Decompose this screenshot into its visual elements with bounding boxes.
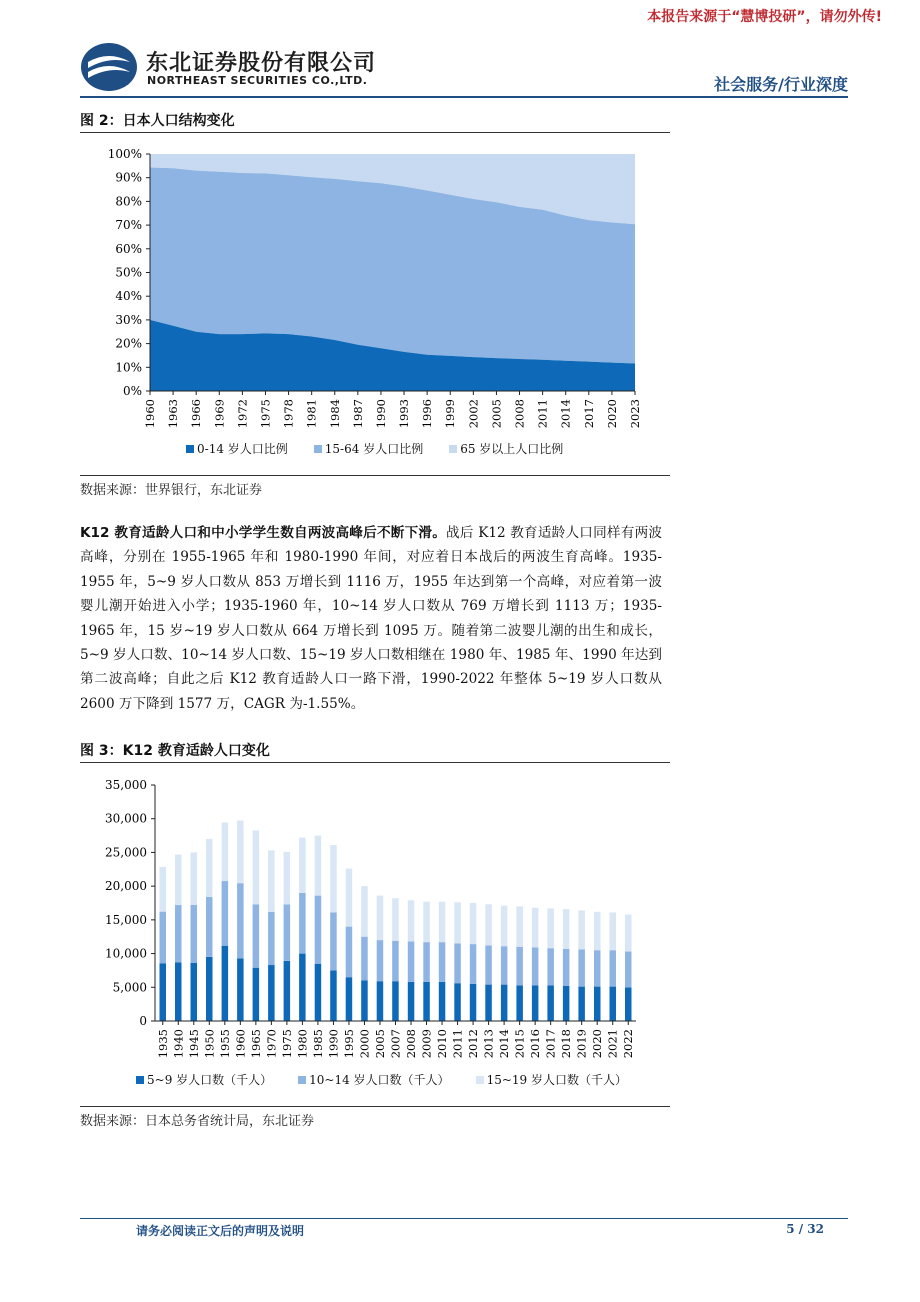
bar-segment-1: [175, 962, 182, 1021]
bar-segment-2: [175, 905, 182, 962]
bar-segment-3: [346, 869, 353, 927]
legend-item-10-14: [298, 1071, 449, 1088]
y-tick-label: 60%: [115, 241, 142, 256]
legend-swatch-icon: [298, 1076, 306, 1084]
bar-segment-3: [206, 839, 213, 897]
x-tick-label: 1955: [217, 1029, 232, 1059]
bar-segment-2: [470, 944, 477, 984]
x-tick-label: 2005: [372, 1029, 387, 1059]
bar-segment-3: [160, 867, 167, 912]
x-tick-label: 1972: [235, 399, 250, 429]
bar-segment-1: [206, 957, 213, 1021]
bar-segment-2: [160, 912, 167, 964]
bar-segment-2: [191, 905, 198, 963]
legend-swatch-icon: [136, 1076, 144, 1084]
legend-label: 15-64 岁人口比例: [324, 442, 424, 456]
bar-segment-3: [191, 852, 198, 905]
x-tick-label: 2011: [535, 399, 550, 429]
y-tick-label: 40%: [115, 289, 142, 304]
bar-segment-2: [253, 904, 260, 967]
x-tick-label: 2014: [497, 1029, 512, 1059]
x-tick-label: 2017: [581, 399, 596, 429]
bar-segment-3: [175, 855, 182, 906]
figure-3-source: 数据来源：日本总务省统计局，东北证券: [80, 1114, 315, 1129]
bar-segment-3: [594, 912, 601, 950]
x-tick-label: 1963: [166, 399, 181, 429]
bar-segment-2: [330, 912, 337, 970]
x-tick-label: 1950: [202, 1029, 217, 1059]
bar-segment-3: [299, 838, 306, 893]
legend-label: 5~9 岁人口数（千人）: [147, 1073, 273, 1087]
y-tick-label: 0: [139, 1014, 147, 1028]
x-tick-label: 1965: [248, 1029, 263, 1059]
bar-segment-3: [485, 904, 492, 945]
bar-segment-1: [516, 985, 523, 1021]
y-tick-label: 5,000: [112, 980, 147, 995]
bar-segment-1: [237, 958, 244, 1021]
bar-segment-1: [346, 977, 353, 1021]
bar-segment-1: [547, 985, 554, 1021]
bar-segment-2: [594, 950, 601, 986]
x-tick-label: 1970: [264, 1029, 279, 1059]
x-tick-label: 2013: [481, 1029, 496, 1059]
bar-segment-2: [408, 941, 415, 982]
x-tick-label: 2002: [466, 399, 481, 429]
bar-segment-1: [594, 987, 601, 1021]
x-tick-label: 2000: [357, 1029, 372, 1059]
bar-segment-1: [330, 970, 337, 1021]
x-tick-label: 1999: [443, 399, 458, 429]
legend-swatch-icon: [449, 445, 457, 453]
bar-segment-1: [268, 965, 275, 1021]
x-tick-label: 2005: [489, 399, 504, 429]
legend-swatch-icon: [476, 1076, 484, 1084]
bar-segment-1: [253, 968, 260, 1021]
y-tick-label: 100%: [107, 147, 142, 161]
x-tick-label: 1984: [327, 399, 342, 429]
x-tick-label: 1940: [171, 1029, 186, 1059]
x-tick-label: 1981: [304, 399, 319, 429]
report-watermark: 本报告来源于“慧博投研”，请勿外传!: [647, 9, 882, 25]
y-tick-label: 10%: [115, 360, 142, 375]
bar-segment-1: [470, 984, 477, 1021]
bar-segment-2: [392, 941, 399, 982]
bar-segment-2: [268, 912, 275, 965]
bar-segment-3: [610, 912, 617, 950]
x-tick-label: 2020: [590, 1029, 605, 1059]
header-divider: [80, 96, 848, 98]
bar-segment-2: [423, 942, 430, 982]
bar-segment-2: [547, 948, 554, 985]
bar-segment-1: [439, 982, 446, 1021]
x-tick-label: 1960: [233, 1029, 248, 1059]
figure-3-bottom-rule: [80, 1106, 670, 1107]
legend-swatch-icon: [186, 445, 194, 453]
bar-segment-2: [578, 950, 585, 987]
y-tick-label: 30,000: [105, 811, 147, 826]
bar-segment-3: [361, 886, 368, 937]
bar-segment-2: [361, 937, 368, 981]
y-tick-label: 50%: [115, 265, 142, 280]
bar-segment-1: [191, 963, 198, 1021]
bar-segment-2: [346, 927, 353, 978]
bar-segment-2: [377, 940, 384, 981]
bar-segment-2: [299, 893, 306, 954]
bar-segment-2: [222, 881, 229, 946]
bar-segment-3: [253, 831, 260, 905]
x-tick-label: 2017: [543, 1029, 558, 1059]
paragraph-text: 战后 K12 教育适龄人口同样有两波高峰，分别在 1955-1965 年和 1980-1990 年间，对应着日本战后的两波生育高峰。1935-1955 年，5~9 岁人口数从 853 万增长到 1116 万，1955 年达到第一个高峰，对应着第一波婴儿潮开始进入小学；1935-1960 年，10~14 岁人口数从 769 万增长到 1113 万；1935-1965 年，15 岁~19 岁人口数从 664 万增长到 1095 万。随着第二波婴儿潮的出生和成长，5~9 岁人口数、10~14 岁人口数、15~19 岁人口数相继在 1980 年、1985 年、1990 年达到第二波高峰；自此之后 K12 教育适龄人口一路下滑，1990-2022 年整体 5~19 岁人口数从 2600 万下降到 1577 万，CAGR 为-1.55%。: [80, 525, 662, 712]
industry-label: 社会服务/行业深度: [714, 75, 848, 94]
paragraph-lead: K12 教育适龄人口和中小学学生数自两波高峰后不断下滑。: [80, 525, 447, 541]
x-tick-label: 1995: [341, 1029, 356, 1059]
figure-3-top-rule: [80, 762, 670, 763]
bar-segment-3: [532, 908, 539, 948]
bar-segment-1: [423, 982, 430, 1021]
bar-segment-3: [268, 850, 275, 911]
bar-segment-1: [485, 985, 492, 1021]
figure-2-legend: [186, 440, 563, 457]
footer-divider: [80, 1218, 848, 1219]
x-tick-label: 1990: [326, 1029, 341, 1059]
x-tick-label: 2010: [435, 1029, 450, 1059]
company-name-en: NORTHEAST SECURITIES CO.,LTD.: [147, 74, 368, 87]
bar-segment-3: [439, 902, 446, 943]
bar-segment-1: [563, 986, 570, 1021]
bar-segment-2: [501, 946, 508, 984]
x-tick-label: 1987: [350, 399, 365, 429]
bar-segment-1: [501, 985, 508, 1021]
bar-segment-1: [377, 981, 384, 1021]
x-tick-label: 1966: [189, 399, 204, 429]
x-tick-label: 2012: [466, 1029, 481, 1059]
legend-item-65plus: [449, 440, 563, 457]
x-tick-label: 1978: [281, 399, 296, 429]
x-tick-label: 1993: [397, 399, 412, 429]
x-tick-label: 1960: [143, 399, 157, 429]
bar-segment-3: [454, 902, 461, 943]
x-tick-label: 1969: [212, 399, 227, 429]
k12-population-chart: [80, 770, 670, 1066]
figure-3-title: 图 3：K12 教育适龄人口变化: [80, 743, 270, 759]
y-tick-label: 20,000: [105, 879, 147, 894]
legend-item-15-19: [476, 1071, 627, 1088]
bar-segment-2: [563, 949, 570, 986]
footer-disclaimer: 请务必阅读正文后的声明及说明: [136, 1224, 305, 1238]
legend-swatch-icon: [314, 445, 322, 453]
x-tick-label: 2007: [388, 1029, 403, 1059]
bar-segment-1: [392, 981, 399, 1021]
bar-segment-3: [501, 906, 508, 947]
bar-segment-1: [222, 946, 229, 1021]
x-tick-label: 1990: [373, 399, 388, 429]
y-tick-label: 25,000: [105, 845, 147, 860]
x-tick-label: 2022: [621, 1029, 636, 1059]
y-tick-label: 20%: [115, 336, 142, 351]
bar-segment-3: [625, 915, 632, 952]
legend-item-15-64: [314, 440, 423, 457]
bar-segment-2: [284, 904, 291, 961]
company-name-cn: 东北证券股份有限公司: [146, 51, 377, 76]
x-tick-label: 1985: [310, 1029, 325, 1059]
x-tick-label: 2016: [528, 1029, 543, 1059]
bar-segment-3: [392, 898, 399, 941]
bar-segment-2: [610, 950, 617, 986]
x-tick-label: 1975: [279, 1029, 294, 1059]
legend-label: 65 岁以上人口比例: [460, 442, 564, 456]
bar-segment-1: [454, 983, 461, 1021]
bar-segment-3: [330, 845, 337, 912]
figure-2-source: 数据来源：世界银行，东北证券: [80, 483, 263, 498]
bar-segment-1: [160, 964, 167, 1022]
legend-label: 15~19 岁人口数（千人）: [486, 1073, 627, 1087]
bar-segment-1: [578, 987, 585, 1021]
bar-segment-1: [532, 985, 539, 1021]
bar-segment-1: [284, 961, 291, 1021]
x-tick-label: 2018: [559, 1029, 574, 1059]
x-tick-label: 2014: [558, 399, 573, 429]
bar-segment-3: [516, 906, 523, 947]
bar-segment-3: [578, 910, 585, 949]
x-tick-label: 2008: [404, 1029, 419, 1059]
figure-2-title: 图 2：日本人口结构变化: [80, 113, 235, 129]
bar-segment-1: [625, 987, 632, 1021]
x-tick-label: 2023: [628, 399, 642, 429]
body-paragraph: [80, 521, 662, 716]
bar-segment-2: [315, 896, 322, 964]
bar-segment-3: [315, 836, 322, 896]
bar-segment-3: [408, 900, 415, 941]
bar-segment-3: [547, 908, 554, 948]
x-tick-label: 2020: [604, 399, 619, 429]
bar-segment-3: [470, 903, 477, 944]
y-tick-label: 90%: [115, 170, 142, 185]
bar-segment-3: [377, 896, 384, 941]
y-tick-label: 0%: [122, 384, 142, 398]
x-tick-label: 1935: [155, 1029, 170, 1059]
bar-segment-2: [625, 952, 632, 988]
y-tick-label: 30%: [115, 312, 142, 327]
bar-segment-1: [408, 982, 415, 1021]
population-structure-chart: [80, 140, 670, 440]
figure-3-legend: [136, 1071, 627, 1088]
bar-segment-2: [206, 897, 213, 957]
bar-segment-2: [439, 942, 446, 982]
figure-2-bottom-rule: [80, 475, 670, 476]
y-tick-label: 35,000: [105, 778, 147, 792]
legend-item-0-14: [186, 440, 288, 457]
x-tick-label: 2008: [512, 399, 527, 429]
bar-segment-2: [516, 947, 523, 985]
legend-label: 10~14 岁人口数（千人）: [309, 1073, 450, 1087]
bar-segment-3: [237, 821, 244, 884]
x-tick-label: 2009: [419, 1029, 434, 1059]
legend-item-5-9: [136, 1071, 272, 1088]
legend-label: 0-14 岁人口比例: [197, 442, 288, 456]
y-tick-label: 70%: [115, 218, 142, 233]
x-tick-label: 1996: [420, 399, 435, 429]
x-tick-label: 2019: [574, 1029, 589, 1059]
bar-segment-3: [222, 822, 229, 881]
bar-segment-2: [454, 944, 461, 984]
x-tick-label: 1945: [186, 1029, 201, 1059]
bar-segment-1: [610, 987, 617, 1021]
figure-2-top-rule: [80, 132, 670, 133]
x-tick-label: 1975: [258, 399, 273, 429]
page-number: 5 / 32: [786, 1222, 824, 1236]
bar-segment-2: [532, 948, 539, 986]
y-tick-label: 10,000: [105, 946, 147, 961]
x-tick-label: 2011: [450, 1029, 465, 1059]
bar-segment-3: [284, 852, 291, 905]
bar-segment-2: [237, 883, 244, 958]
x-tick-label: 1980: [295, 1029, 310, 1059]
bar-segment-1: [361, 981, 368, 1022]
x-tick-label: 2015: [512, 1029, 527, 1059]
bar-segment-3: [563, 909, 570, 949]
bar-segment-2: [485, 946, 492, 985]
bar-segment-1: [315, 964, 322, 1021]
bar-segment-3: [423, 902, 430, 943]
y-tick-label: 80%: [115, 194, 142, 209]
bar-segment-1: [299, 954, 306, 1021]
x-tick-label: 2021: [605, 1029, 620, 1059]
company-logo: [80, 42, 138, 92]
y-tick-label: 15,000: [105, 912, 147, 927]
